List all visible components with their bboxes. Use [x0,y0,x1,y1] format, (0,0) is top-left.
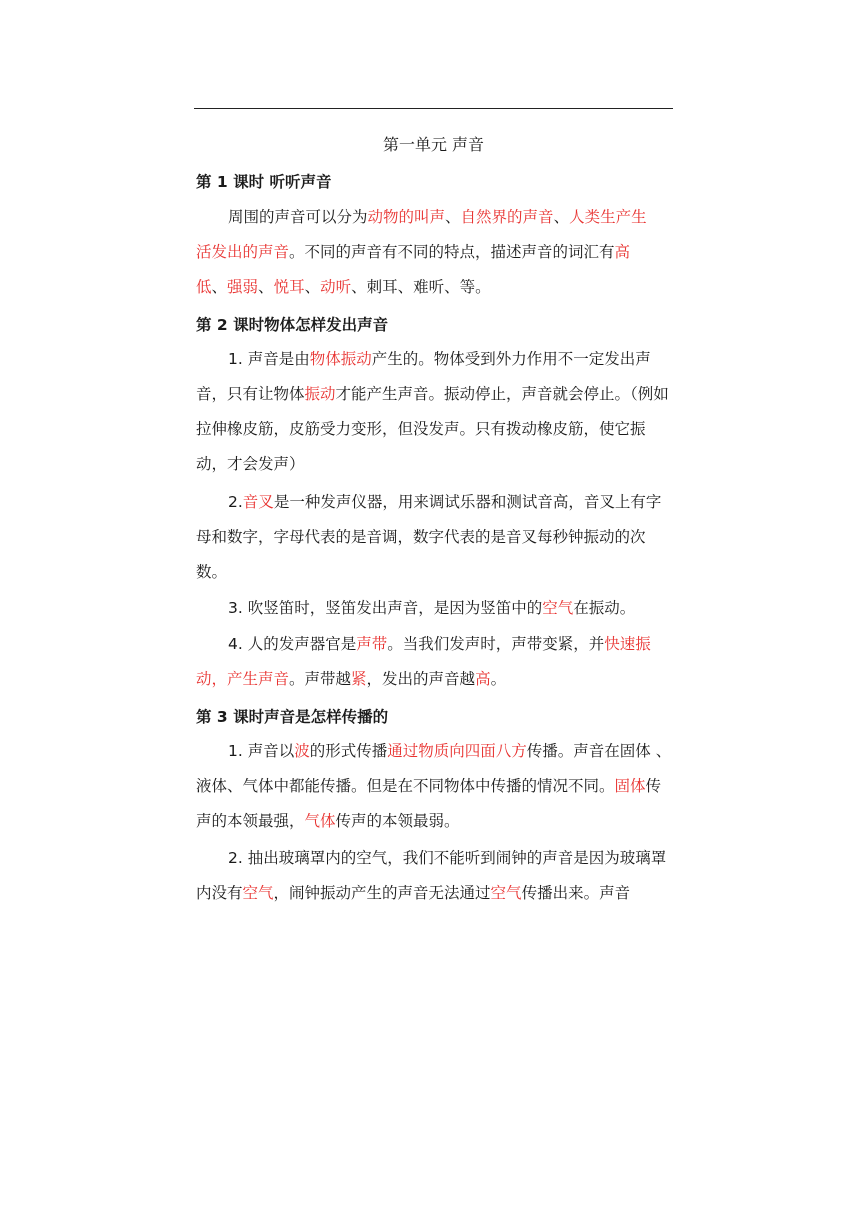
lesson-3-body-2 [196,841,676,911]
text-run: 、 [445,208,461,226]
highlight-term: 固体 [614,777,646,795]
text-run: 4. 人的发声器官是 [228,635,357,653]
highlight-term: 活发出的声音 [196,243,290,261]
highlight-term: 悦耳 [273,278,305,296]
highlight-term: 高 [614,243,631,261]
highlight-term: 通过物质向四面八方 [387,742,527,760]
text-run: 。 [490,670,507,688]
highlight-term: 空气 [542,599,574,617]
text-run: 周围的声音可以分为 [228,208,368,226]
highlight-term: 强弱 [227,278,259,296]
highlight-term: 空气 [490,884,522,902]
text-run: 2. 抽出玻璃罩内的空气，我们不能听到闹钟的声音是因为玻璃罩内没有 [196,849,667,902]
highlight-term: 动物的叫声 [367,208,446,226]
text-run: 、 [304,278,321,296]
text-run: 才能产生声音。振动停止，声音就会停止。（例如拉伸橡皮筋，皮筋受力变形，但没发声。只有拨动橡皮筋，使它振动，才会发声） [196,385,669,473]
lesson-2-body-4 [196,627,676,697]
highlight-term: 动听 [320,278,352,296]
text-run: ，发出的声音越 [366,670,476,688]
lesson-2-body-2 [196,485,676,590]
highlight-term: 波 [294,742,310,760]
highlight-term: 物体振动 [309,350,372,368]
text-run: 传播出来。声音 [521,884,631,902]
highlight-term: 快速振 [604,635,651,653]
text-run: 的形式传播 [309,742,388,760]
lesson-1-body [196,200,676,305]
lesson-2-paragraph-4 [196,627,676,697]
text-run: ，闹钟振动产生的声音无法通过 [273,884,491,902]
highlight-term: 动，产生声音 [196,670,290,688]
lesson-3-paragraph-1 [196,734,676,839]
text-run: 、 [553,208,570,226]
text-run: 在振动。 [573,599,636,617]
text-run: 。不同的声音有不同的特点，描述声音的词汇有 [289,243,615,261]
text-run: 1. 声音以 [228,742,295,760]
unit-title: 第一单元 声音 [382,135,485,154]
lesson-2-paragraph-1 [196,342,676,482]
highlight-term: 高 [475,670,491,688]
highlight-term: 人类生产生 [569,208,647,226]
lesson-2-paragraph-2 [196,485,676,590]
highlight-term: 自然界的声音 [460,208,554,226]
lesson-2-body-3 [196,591,676,626]
text-run: 、 [258,278,274,296]
text-run: 产生的。物体受到外力作用不一定发出声音，只有让物体 [196,350,651,403]
lesson-2-heading: 第 2 课时物体怎样发出声音 [196,316,389,334]
text-run: 传播。声音在固体 、液体、气体中都能传播。但是在不同物体中传播的情况不同。 [196,742,672,795]
highlight-term: 振动 [304,385,336,403]
text-run: 。当我们发声时，声带变紧，并 [387,635,605,653]
text-run: 、 [211,278,228,296]
highlight-term: 低 [196,278,212,296]
text-run: 2. [228,493,243,511]
text-run: 3. 吹竖笛时，竖笛发出声音，是因为竖笛中的 [228,599,543,617]
lesson-1-heading: 第 1 课时 听听声音 [196,173,332,191]
text-run: 是一种发声仪器，用来调试乐器和测试音高，音叉上有字母和数字，字母代表的是音调，数字代表的是音叉每秒钟振动的次数。 [196,493,662,581]
text-run: 传声的本领最弱。 [335,812,460,830]
highlight-term: 空气 [242,884,274,902]
lesson-3-body [196,734,676,839]
lesson-3-paragraph-2 [196,841,676,911]
lesson-1-paragraph [196,200,676,305]
highlight-term: 声带 [356,635,388,653]
lesson-2-body [196,342,676,482]
highlight-term: 紧 [351,670,367,688]
lesson-2-paragraph-3 [196,591,676,626]
text-run: 、刺耳、难听、等。 [351,278,491,296]
text-run: 1. 声音是由 [228,350,310,368]
lesson-3-heading: 第 3 课时声音是怎样传播的 [196,708,389,726]
highlight-term: 气体 [304,812,336,830]
text-run: 。声带越 [289,670,352,688]
header-rule [194,108,673,109]
text-run: 传声的本领最强， [196,777,662,830]
highlight-term: 音叉 [242,493,274,511]
